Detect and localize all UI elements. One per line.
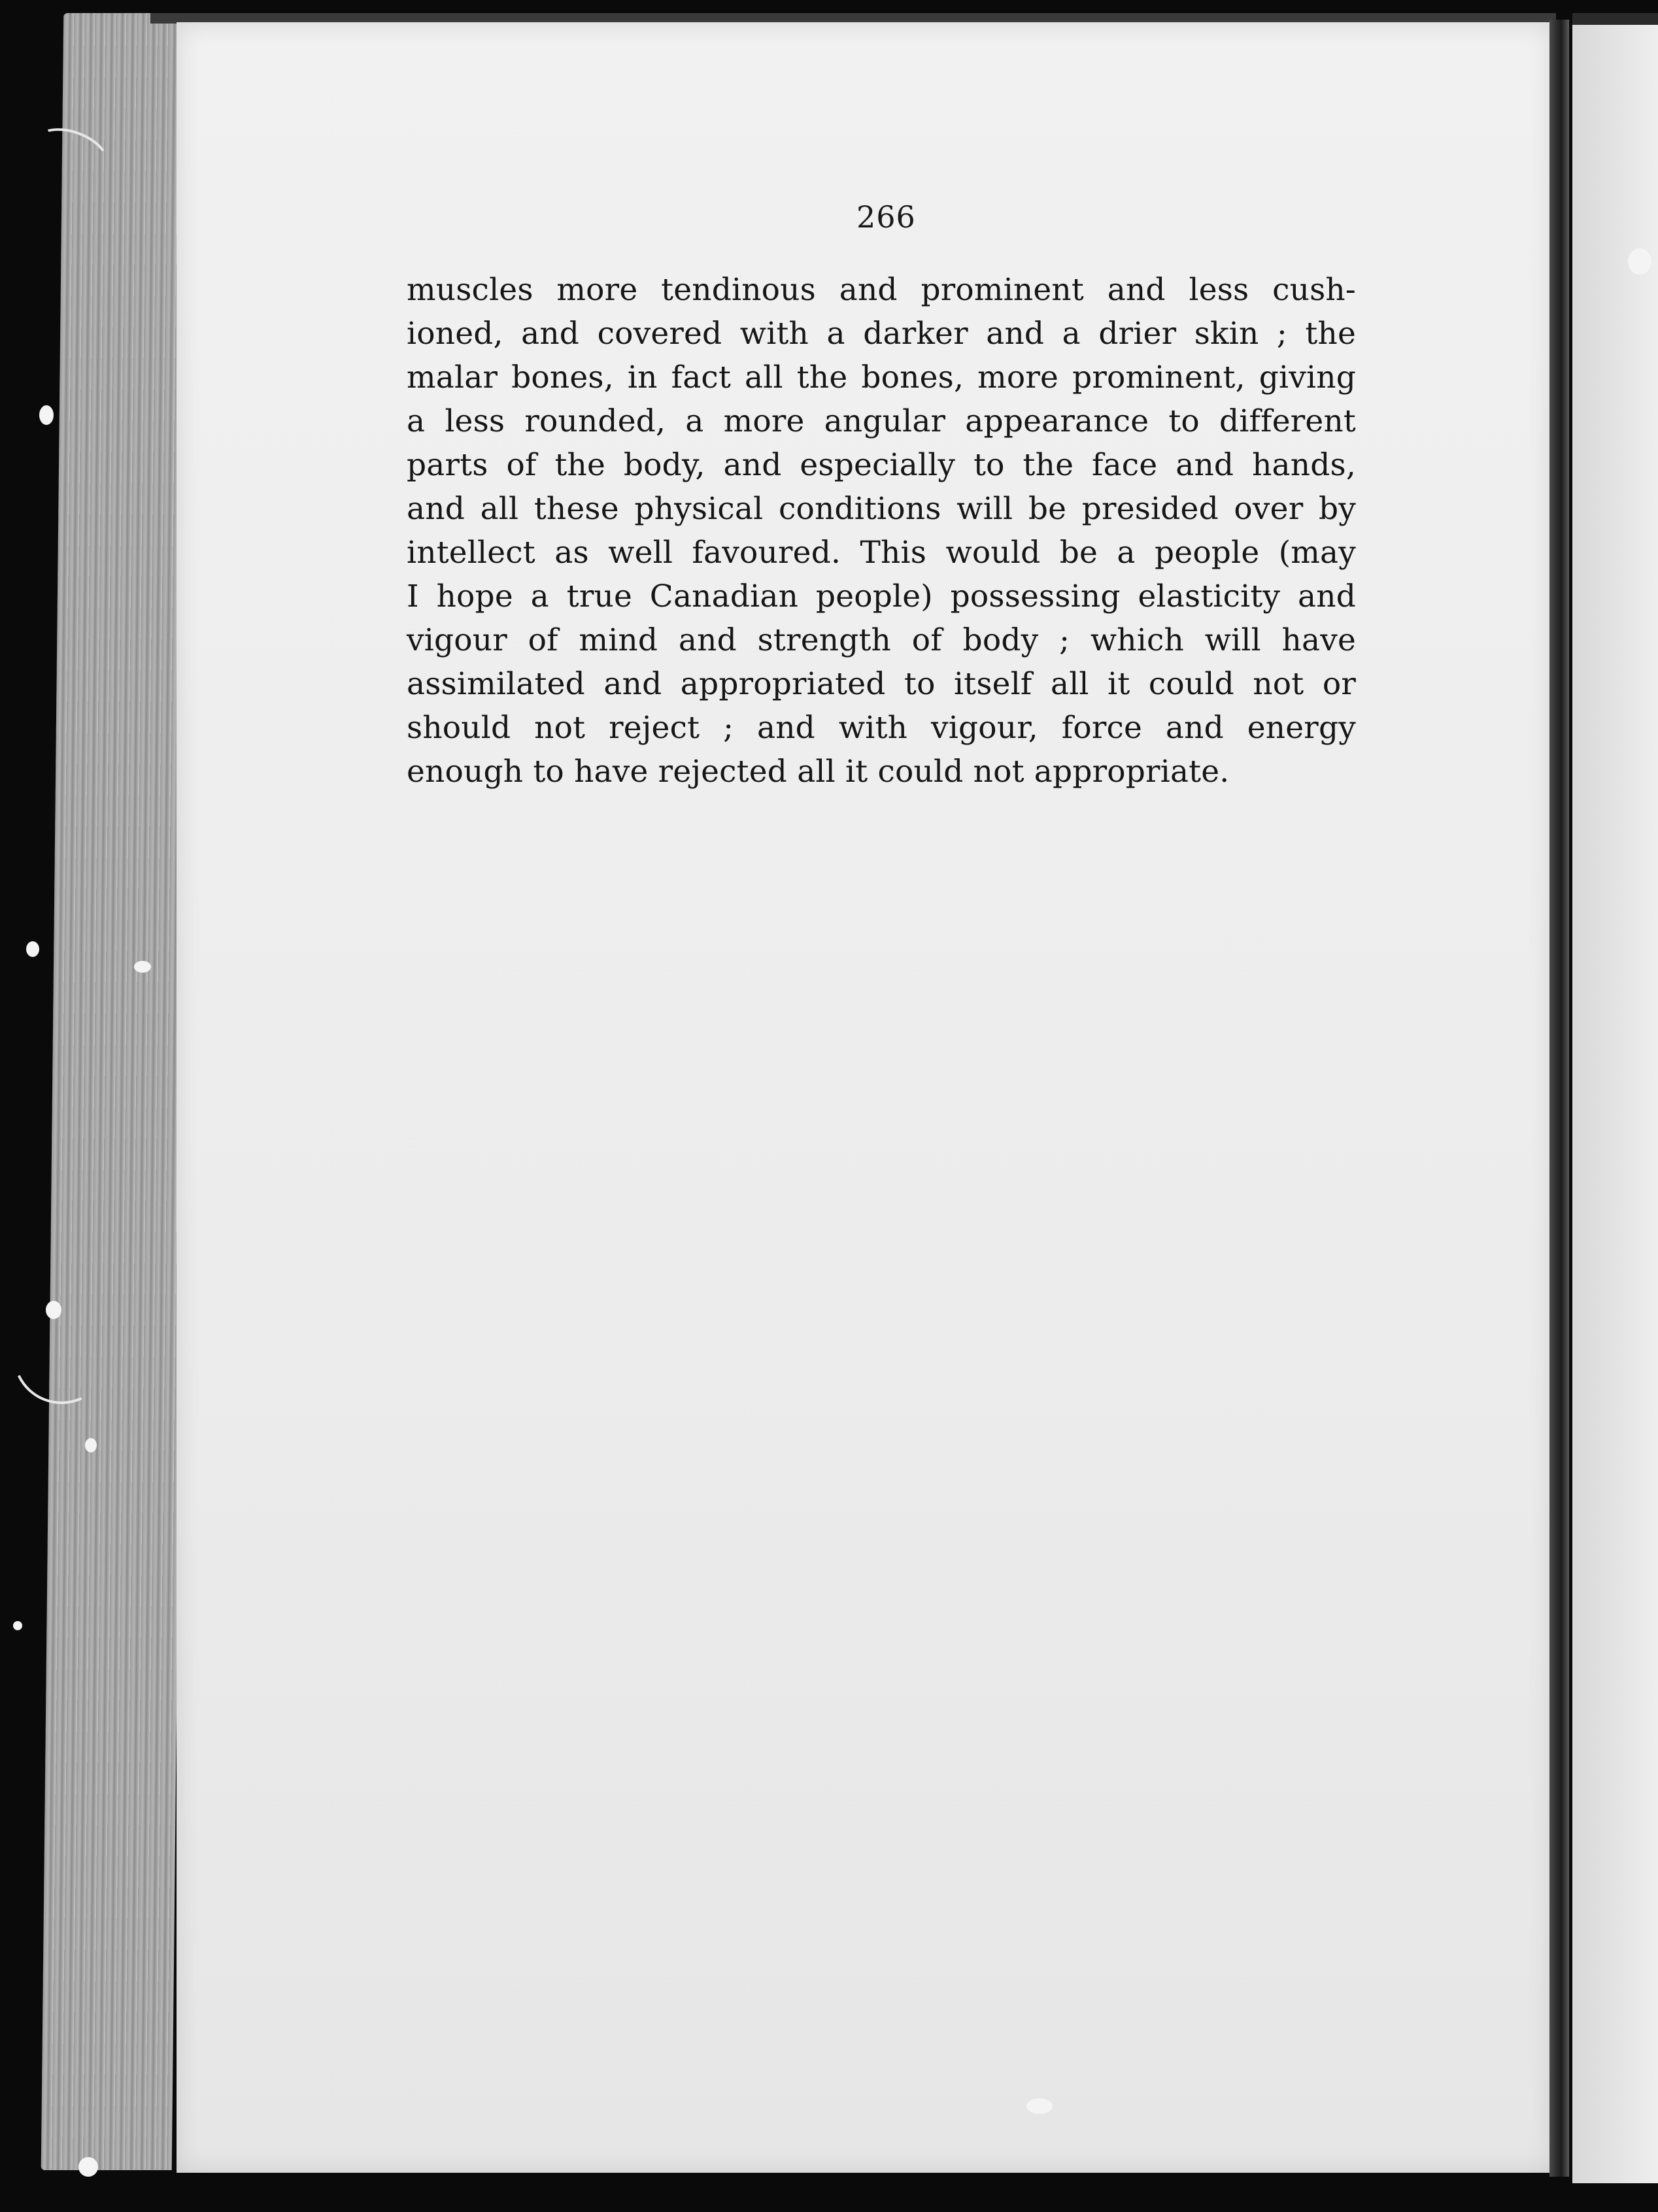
dust-speck — [78, 2157, 98, 2177]
text-line: parts of the body, and especially to the face and hands, — [407, 447, 1356, 483]
book-gutter — [1549, 20, 1569, 2177]
body-paragraph — [407, 268, 1356, 794]
text-line: should not reject ; and with vigour, force and energy — [407, 710, 1356, 746]
dust-speck — [134, 961, 151, 973]
text-line: enough to have rejected all it could not appropriate. — [407, 754, 1230, 790]
page-number: 266 — [856, 199, 916, 235]
text-line: and all these physical conditions will be presided over by — [407, 491, 1356, 527]
dust-speck — [26, 941, 39, 957]
text-line: muscles more tendinous and prominent and less cush- — [407, 272, 1356, 308]
text-line: a less rounded, a more angular appearance to different — [407, 403, 1356, 439]
dust-speck — [13, 1621, 22, 1630]
text-line: malar bones, in fact all the bones, more prominent, giving — [407, 360, 1356, 395]
dust-speck — [85, 1438, 97, 1452]
text-line: I hope a true Canadian people) possessing elasticity and — [407, 578, 1356, 614]
text-line: ioned, and covered with a darker and a drier skin ; the — [407, 316, 1356, 352]
facing-page-edge — [1572, 13, 1658, 2183]
facing-page-top-edge — [1572, 13, 1658, 25]
text-line: intellect as well favoured. This would be a people (may — [407, 535, 1356, 571]
dust-speck — [1026, 2098, 1053, 2114]
text-line: vigour of mind and strength of body ; which will have — [407, 622, 1356, 658]
dust-speck — [1628, 248, 1651, 275]
page-edges — [41, 13, 195, 2170]
dust-speck — [39, 405, 54, 425]
text-line: assimilated and appropriated to itself all it could not or — [407, 666, 1356, 702]
